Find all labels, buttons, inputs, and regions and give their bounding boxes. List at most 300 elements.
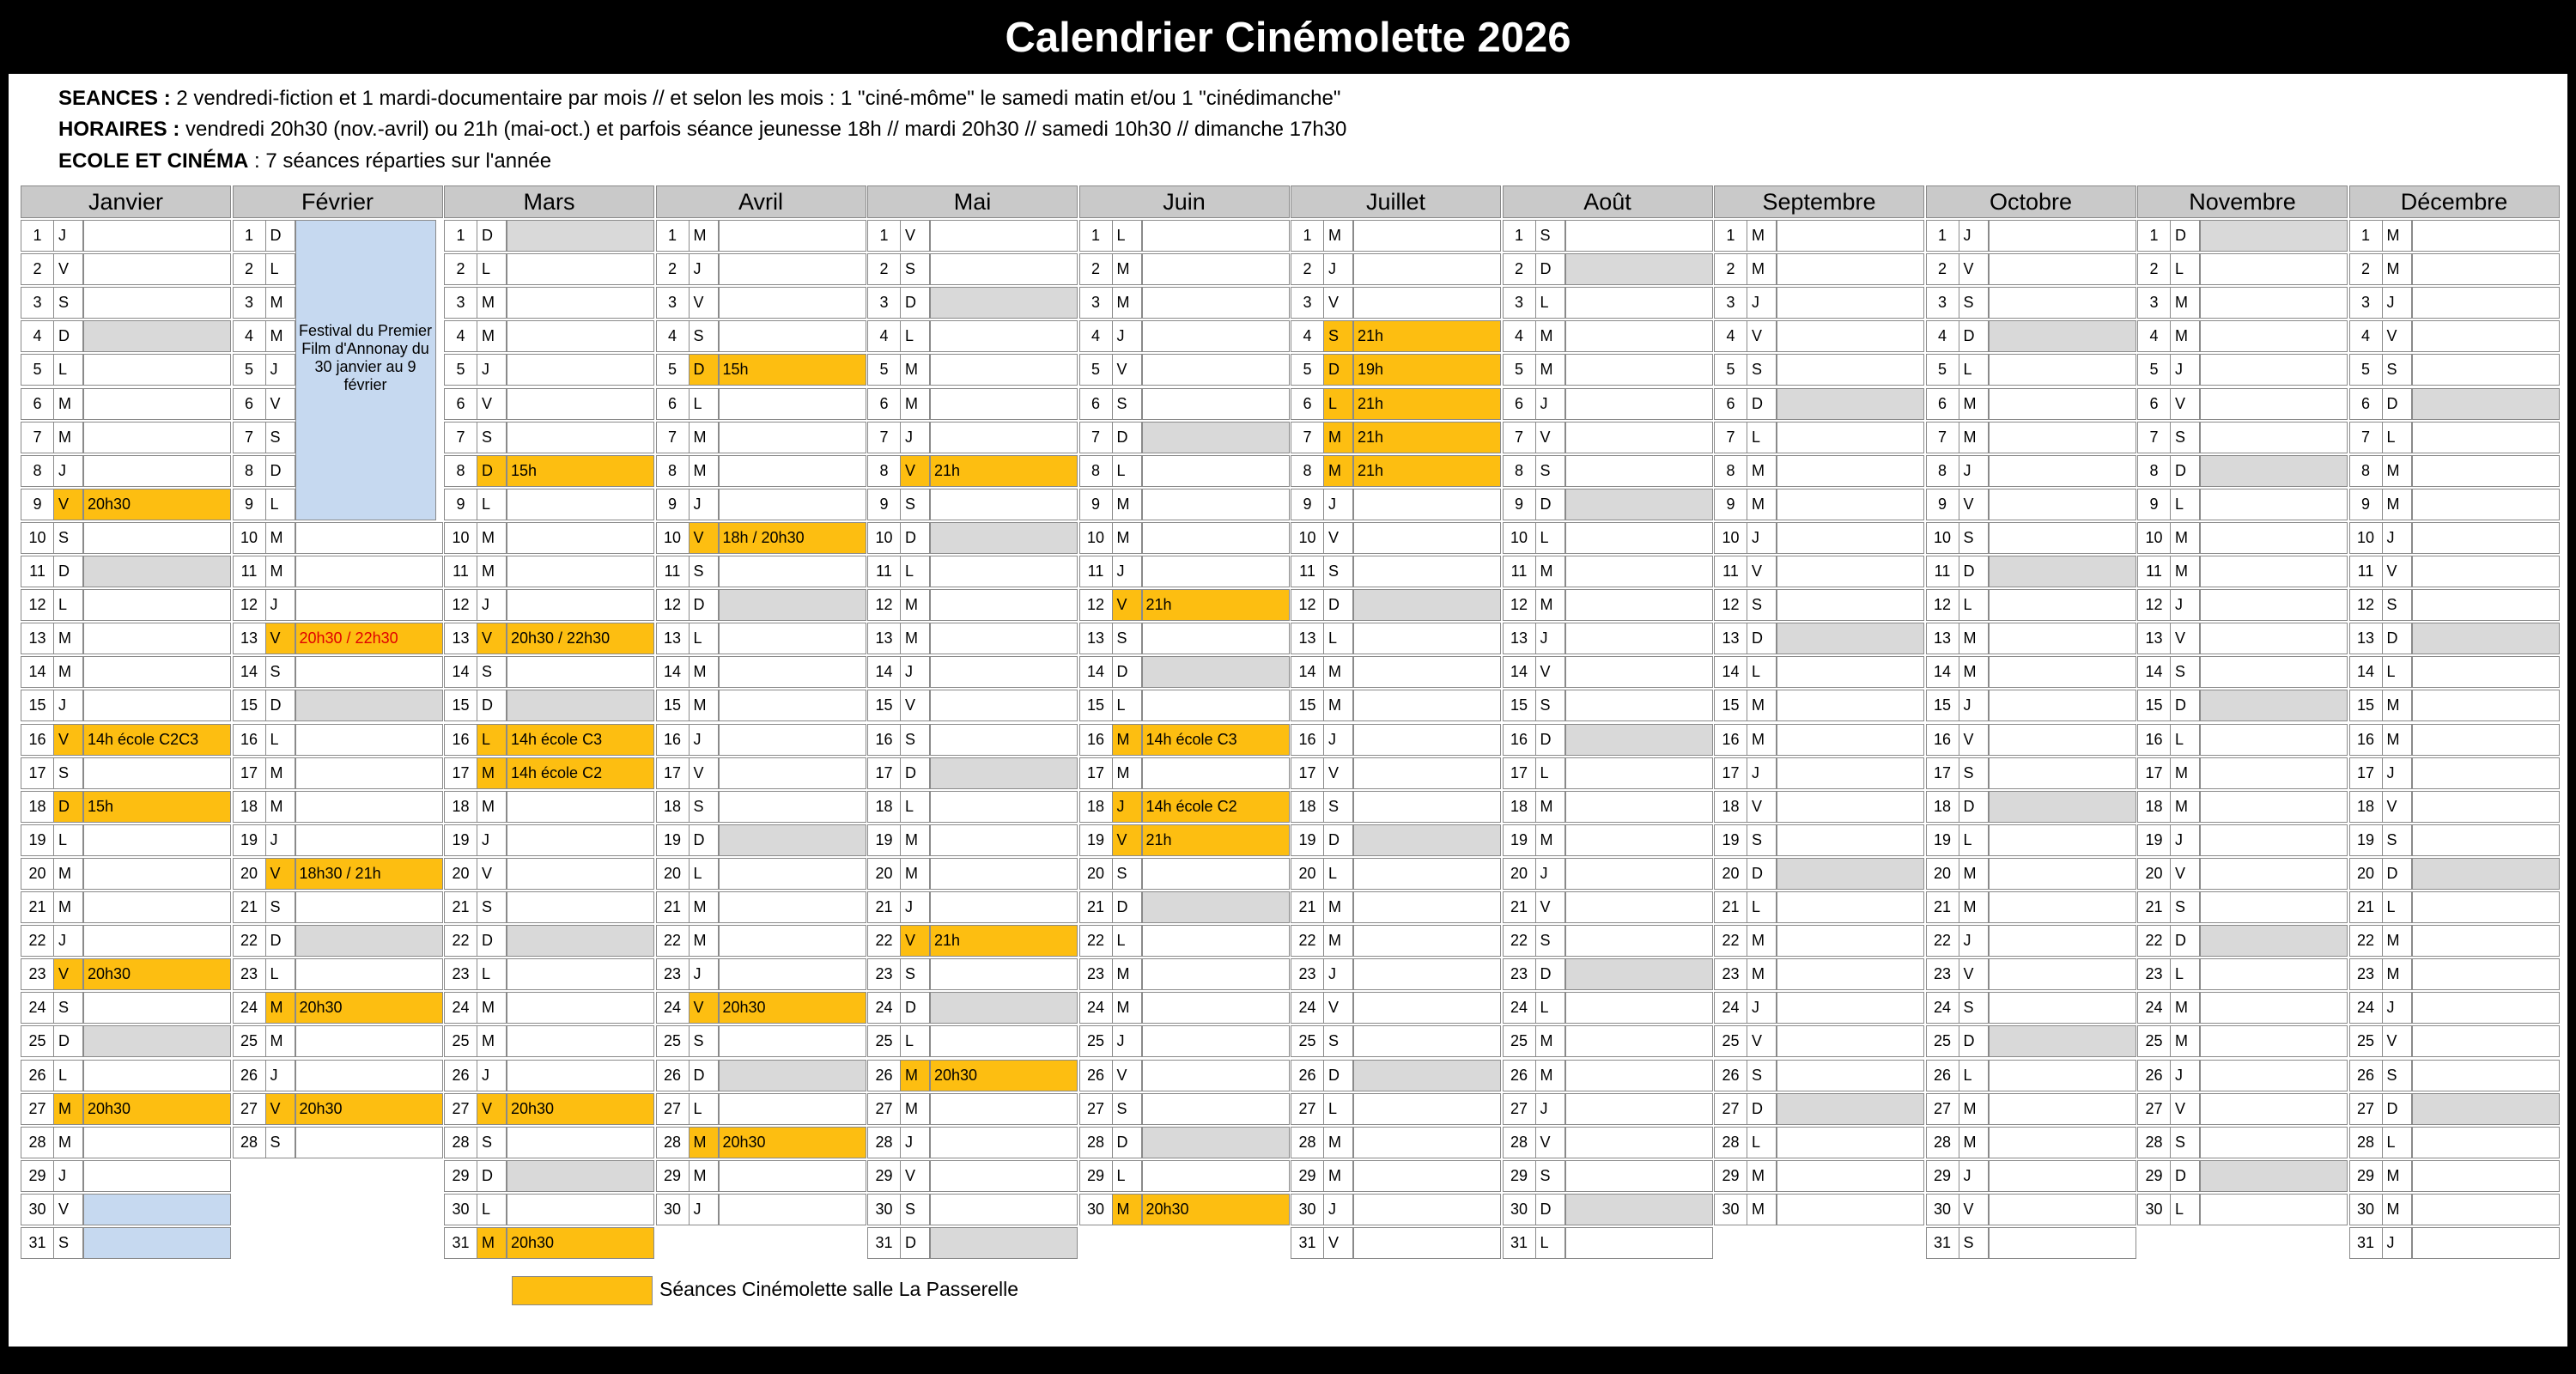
event-cell-empty [1565,1127,1713,1158]
day-row [867,992,1078,1024]
day-row [1926,422,2136,453]
weekday-letter: D [1535,958,1565,990]
day-row [1714,958,1924,990]
day-row [2349,891,2560,923]
weekday-letter: V [1323,287,1353,319]
event-cell-empty [719,455,866,487]
weekday-letter: V [1112,354,1142,386]
weekday-letter: L [265,958,295,990]
event-cell-empty [83,1060,231,1091]
day-row [1926,925,2136,957]
event-cell-empty [2200,1093,2348,1125]
day-number: 10 [1503,522,1536,554]
event-cell-empty [719,1060,866,1091]
weekday-letter: M [1535,320,1565,352]
day-number: 21 [1079,891,1113,923]
day-row [1079,925,1290,957]
event-cell-empty [930,1194,1078,1225]
day-row [867,1093,1078,1125]
day-row [1503,690,1713,721]
weekday-letter: S [1535,455,1565,487]
day-number: 21 [1926,891,1959,923]
weekday-letter: M [477,320,507,352]
day-row [2349,1093,2560,1125]
event-cell: 14h école C3 [1142,724,1290,756]
weekday-letter: M [477,522,507,554]
event-cell-empty [1565,320,1713,352]
weekday-letter: D [53,556,83,587]
day-row [867,455,1078,487]
day-number: 6 [2137,388,2171,420]
event-cell-empty [1989,589,2136,621]
weekday-letter: M [1535,589,1565,621]
day-number: 26 [2137,1060,2171,1091]
day-number: 10 [656,522,690,554]
event-cell-empty [1989,992,2136,1024]
weekday-letter: J [900,891,930,923]
day-number: 27 [1291,1093,1324,1125]
event-cell-empty [83,824,231,856]
event-cell-empty [1565,925,1713,957]
event-cell: 14h école C2 [1142,791,1290,823]
event-cell-empty [83,690,231,721]
event-cell-empty [930,891,1078,923]
event-cell-empty [1565,690,1713,721]
day-number: 28 [444,1127,477,1158]
event-cell-empty [1353,690,1501,721]
event-cell-empty [930,220,1078,252]
event-cell-empty [1142,891,1290,923]
day-number: 29 [444,1160,477,1192]
weekday-letter: L [689,1093,719,1125]
weekday-letter: D [900,1227,930,1259]
day-row [21,287,231,319]
day-number: 17 [1079,757,1113,789]
weekday-letter: S [689,556,719,587]
day-number: 10 [2349,522,2383,554]
day-number: 20 [1079,858,1113,890]
event-cell: 14h école C3 [507,724,654,756]
event-cell-empty [2200,1060,2348,1091]
event-cell-empty [2412,1127,2560,1158]
weekday-letter: M [265,1025,295,1057]
event-cell-empty [295,556,443,587]
event-cell: 20h30 [507,1227,654,1259]
day-row [1291,320,1501,352]
day-row [1926,455,2136,487]
day-number: 2 [1079,253,1113,285]
weekday-letter: M [1323,656,1353,688]
event-cell-empty [1142,958,1290,990]
day-row [233,858,443,890]
event-cell-empty [1989,1127,2136,1158]
event-cell-empty [1565,1194,1713,1225]
weekday-letter: J [1535,858,1565,890]
weekday-letter: V [900,690,930,721]
event-cell-empty [295,958,443,990]
weekday-letter: D [2382,388,2412,420]
day-number: 7 [2137,422,2171,453]
day-number: 31 [867,1227,901,1259]
day-number: 23 [1291,958,1324,990]
day-number: 23 [867,958,901,990]
weekday-letter: V [900,455,930,487]
weekday-letter: M [2382,253,2412,285]
weekday-letter: L [1535,522,1565,554]
day-row [2137,1060,2348,1091]
day-number: 29 [1714,1160,1747,1192]
event-cell-empty [1989,690,2136,721]
weekday-letter: J [2170,589,2200,621]
weekday-letter: M [2382,1194,2412,1225]
day-row [867,690,1078,721]
event-cell-empty [719,489,866,520]
event-cell-empty [1989,253,2136,285]
event-cell-empty [1353,1160,1501,1192]
day-number: 5 [1926,354,1959,386]
day-number: 29 [21,1160,54,1192]
day-row [233,958,443,990]
event-cell-empty [507,891,654,923]
event-cell: 20h30 [83,489,231,520]
weekday-letter: M [1535,824,1565,856]
day-number: 8 [1079,455,1113,487]
day-row [1926,522,2136,554]
event-cell-empty [1565,388,1713,420]
day-number: 20 [233,858,266,890]
weekday-letter: S [477,656,507,688]
event-cell-empty [1777,455,1924,487]
weekday-letter: J [1747,522,1777,554]
day-number: 8 [1503,455,1536,487]
event-cell-empty [1565,422,1713,453]
event-cell-empty [2200,992,2348,1024]
weekday-letter: S [1323,320,1353,352]
weekday-letter: M [53,422,83,453]
day-row [656,724,866,756]
day-row [1079,1127,1290,1158]
event-cell-empty [1353,253,1501,285]
weekday-letter: J [2382,1227,2412,1259]
day-row [1291,958,1501,990]
weekday-letter: D [1959,556,1989,587]
weekday-letter: J [477,354,507,386]
weekday-letter: L [689,858,719,890]
day-number: 13 [656,623,690,654]
weekday-letter: D [900,522,930,554]
day-row [1714,220,1924,252]
weekday-letter: M [1112,287,1142,319]
day-row [444,1060,654,1091]
event-cell-empty [719,1160,866,1192]
day-row [21,1127,231,1158]
weekday-letter: M [2170,992,2200,1024]
event-cell-empty [507,489,654,520]
day-number: 28 [2137,1127,2171,1158]
weekday-letter: L [265,724,295,756]
day-row [1926,1194,2136,1225]
day-row [1926,623,2136,654]
weekday-letter: V [1959,958,1989,990]
day-number: 2 [1714,253,1747,285]
weekday-letter: M [1959,422,1989,453]
weekday-letter: S [265,422,295,453]
weekday-letter: S [900,724,930,756]
event-cell-empty [719,925,866,957]
day-number: 24 [867,992,901,1024]
day-number: 3 [21,287,54,319]
event-cell-empty [1989,455,2136,487]
event-cell-empty [719,623,866,654]
event-cell-empty [1777,1025,1924,1057]
event-cell: 20h30 [83,1093,231,1125]
weekday-letter: M [1112,958,1142,990]
weekday-letter: M [900,1093,930,1125]
day-number: 24 [2349,992,2383,1024]
day-number: 22 [867,925,901,957]
weekday-letter: M [689,220,719,252]
day-row [1714,253,1924,285]
event-cell-empty [2200,724,2348,756]
day-row [1079,1060,1290,1091]
event-cell-empty [930,958,1078,990]
day-row [21,1160,231,1192]
event-cell-empty [295,757,443,789]
weekday-letter: M [1535,354,1565,386]
event-cell-empty [2200,1025,2348,1057]
day-row [21,1093,231,1125]
event-cell-empty [719,690,866,721]
weekday-letter: M [1323,1127,1353,1158]
event-cell-empty [1142,757,1290,789]
day-number: 13 [21,623,54,654]
day-row [2137,253,2348,285]
event-cell-empty [719,724,866,756]
day-number: 16 [656,724,690,756]
day-row [656,858,866,890]
weekday-letter: D [1323,1060,1353,1091]
weekday-letter: S [53,287,83,319]
day-number: 22 [444,925,477,957]
event-cell-empty [1989,1194,2136,1225]
day-row [1714,925,1924,957]
day-row [2137,220,2348,252]
weekday-letter: S [1535,690,1565,721]
weekday-letter: M [1747,958,1777,990]
weekday-letter: V [265,1093,295,1125]
day-row [21,623,231,654]
day-number: 23 [2137,958,2171,990]
event-cell-empty [2412,958,2560,990]
day-number: 8 [867,455,901,487]
day-number: 13 [2137,623,2171,654]
day-row [656,1060,866,1091]
event-cell-empty [1565,489,1713,520]
day-number: 11 [2137,556,2171,587]
day-number: 14 [21,656,54,688]
weekday-letter: M [2170,757,2200,789]
day-number: 25 [1079,1025,1113,1057]
day-number: 12 [1503,589,1536,621]
event-cell-empty [1353,925,1501,957]
day-number: 15 [867,690,901,721]
day-row [444,320,654,352]
day-row [1714,757,1924,789]
weekday-letter: M [1112,992,1142,1024]
day-row [444,388,654,420]
day-number: 25 [867,1025,901,1057]
day-number: 23 [1079,958,1113,990]
day-row [867,1025,1078,1057]
day-number: 7 [1291,422,1324,453]
event-cell-empty [1353,220,1501,252]
event-cell: 20h30 [295,1093,443,1125]
weekday-letter: L [1323,623,1353,654]
event-cell-empty [1353,287,1501,319]
day-row [1291,724,1501,756]
weekday-letter: M [477,992,507,1024]
day-number: 25 [2137,1025,2171,1057]
weekday-letter: J [2382,287,2412,319]
event-cell-empty [1989,556,2136,587]
weekday-letter: L [1112,690,1142,721]
weekday-letter: V [1747,1025,1777,1057]
day-number: 5 [1079,354,1113,386]
weekday-letter: J [1112,1025,1142,1057]
weekday-letter: S [1959,757,1989,789]
day-number: 13 [867,623,901,654]
day-number: 7 [233,422,266,453]
day-number: 31 [21,1227,54,1259]
day-row [656,1127,866,1158]
day-number: 6 [867,388,901,420]
weekday-letter: L [2382,656,2412,688]
day-number: 16 [1079,724,1113,756]
weekday-letter: M [1747,1194,1777,1225]
day-row [656,253,866,285]
event-cell-empty [2200,1127,2348,1158]
event-cell-empty [2200,925,2348,957]
day-row [656,690,866,721]
event-cell-empty [1142,455,1290,487]
day-row [1079,388,1290,420]
event-cell-empty [1989,1060,2136,1091]
event-cell-empty [1353,1194,1501,1225]
day-row [21,925,231,957]
day-number: 12 [1079,589,1113,621]
day-row [2137,824,2348,856]
weekday-letter: V [2382,320,2412,352]
day-row [1079,623,1290,654]
day-row [1926,589,2136,621]
event-cell: 20h30 [719,1127,866,1158]
event-cell-empty [1777,489,1924,520]
day-number: 27 [1079,1093,1113,1125]
event-cell: 20h30 / 22h30 [507,623,654,654]
event-cell-empty [2200,354,2348,386]
weekday-letter: M [900,858,930,890]
day-row [2137,422,2348,453]
day-number: 31 [2349,1227,2383,1259]
event-cell-empty [2200,589,2348,621]
day-row [1503,1127,1713,1158]
weekday-letter: J [1747,757,1777,789]
weekday-letter: V [53,724,83,756]
event-cell-empty [1777,724,1924,756]
day-row [1714,388,1924,420]
day-row [867,1194,1078,1225]
weekday-letter: M [1959,623,1989,654]
event-cell-empty [2412,623,2560,654]
weekday-letter: S [2170,656,2200,688]
event-cell-empty [1777,891,1924,923]
day-row [2137,757,2348,789]
day-number: 23 [2349,958,2383,990]
weekday-letter: S [1959,522,1989,554]
weekday-letter: M [1535,556,1565,587]
day-row [2137,690,2348,721]
weekday-letter: D [1747,858,1777,890]
day-row [656,824,866,856]
weekday-letter: S [53,757,83,789]
event-cell-empty [2412,388,2560,420]
event-cell-empty [1989,422,2136,453]
day-row [1079,422,1290,453]
weekday-letter: M [2170,320,2200,352]
weekday-letter: L [53,589,83,621]
weekday-letter: V [1959,253,1989,285]
day-number: 16 [1714,724,1747,756]
weekday-letter: J [689,724,719,756]
event-cell-empty [1353,757,1501,789]
event-cell-empty [1565,724,1713,756]
weekday-letter: S [1112,623,1142,654]
event-cell-empty [2412,354,2560,386]
event-cell-empty [507,925,654,957]
day-number: 16 [233,724,266,756]
day-row [1714,1194,1924,1225]
day-number: 29 [2349,1160,2383,1192]
day-row [656,556,866,587]
day-number: 13 [1714,623,1747,654]
day-row [2137,724,2348,756]
weekday-letter: M [1959,858,1989,890]
day-number: 28 [1291,1127,1324,1158]
day-number: 19 [21,824,54,856]
day-row [1503,824,1713,856]
day-row [1291,1160,1501,1192]
weekday-letter: L [2382,1127,2412,1158]
day-row [444,757,654,789]
day-row [1714,422,1924,453]
event-cell-empty [83,656,231,688]
event-cell-empty [1565,354,1713,386]
day-number: 12 [867,589,901,621]
day-number: 12 [444,589,477,621]
day-number: 3 [1079,287,1113,319]
weekday-letter: L [2382,422,2412,453]
weekday-letter: M [1747,489,1777,520]
weekday-letter: S [477,1127,507,1158]
day-number: 5 [867,354,901,386]
weekday-letter: M [1747,220,1777,252]
weekday-letter: J [1535,388,1565,420]
day-row [1503,320,1713,352]
day-row [2137,556,2348,587]
event-cell-empty [83,1227,231,1259]
event-cell-empty [719,287,866,319]
event-cell-empty [507,690,654,721]
